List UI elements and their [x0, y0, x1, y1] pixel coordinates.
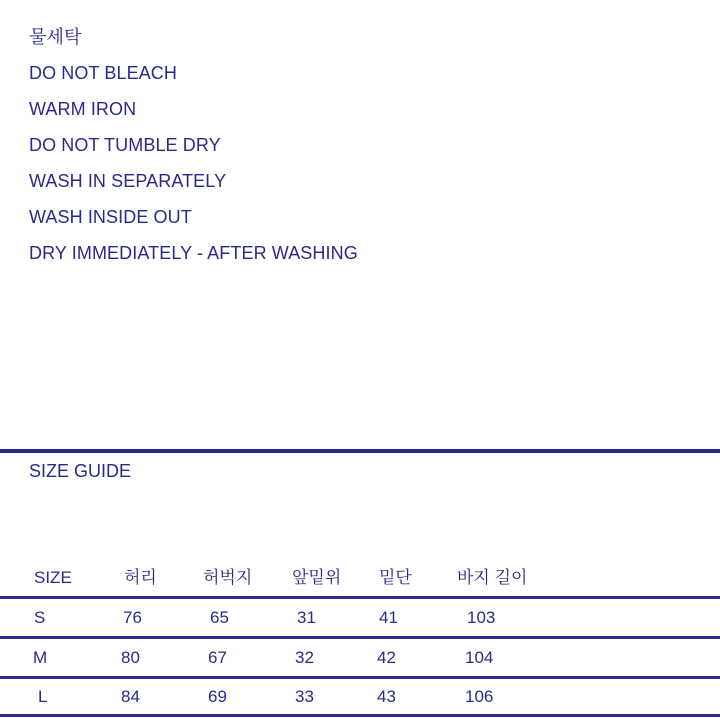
header-waist: 허리: [124, 568, 157, 587]
size-label: L: [38, 687, 48, 706]
front-rise-value: 33: [295, 687, 314, 706]
header-size: SIZE: [34, 568, 72, 587]
table-row-divider: [0, 636, 720, 639]
section-divider: [0, 449, 720, 453]
size-guide-title: SIZE GUIDE: [29, 461, 132, 481]
length-value: 103: [467, 608, 496, 627]
front-rise-value: 32: [295, 648, 314, 667]
header-hem: 밑단: [379, 568, 412, 587]
thigh-value: 65: [210, 608, 229, 627]
waist-value: 80: [121, 648, 140, 667]
care-instruction: WASH INSIDE OUT: [29, 207, 192, 227]
length-value: 104: [465, 648, 494, 667]
header-length: 바지 길이: [457, 568, 528, 587]
care-instruction: 물세탁: [29, 27, 82, 47]
care-instruction: DO NOT BLEACH: [29, 63, 177, 83]
thigh-value: 69: [208, 687, 227, 706]
waist-value: 76: [123, 608, 142, 627]
size-label: M: [33, 648, 48, 667]
table-row-divider: [0, 714, 720, 717]
table-row-divider: [0, 596, 720, 599]
length-value: 106: [465, 687, 494, 706]
header-front-rise: 앞밑위: [292, 568, 342, 587]
waist-value: 84: [121, 687, 140, 706]
hem-value: 41: [379, 608, 398, 627]
thigh-value: 67: [208, 648, 227, 667]
hem-value: 43: [377, 687, 396, 706]
care-instruction: DO NOT TUMBLE DRY: [29, 135, 221, 155]
size-label: S: [34, 608, 46, 627]
care-instructions-list: [29, 26, 358, 278]
hem-value: 42: [377, 648, 396, 667]
table-row-divider: [0, 676, 720, 679]
care-instruction: WASH IN SEPARATELY: [29, 171, 227, 191]
care-instruction: WARM IRON: [29, 99, 137, 119]
header-thigh: 허벅지: [203, 568, 253, 587]
front-rise-value: 31: [297, 608, 316, 627]
care-instruction: DRY IMMEDIATELY - AFTER WASHING: [29, 243, 358, 263]
